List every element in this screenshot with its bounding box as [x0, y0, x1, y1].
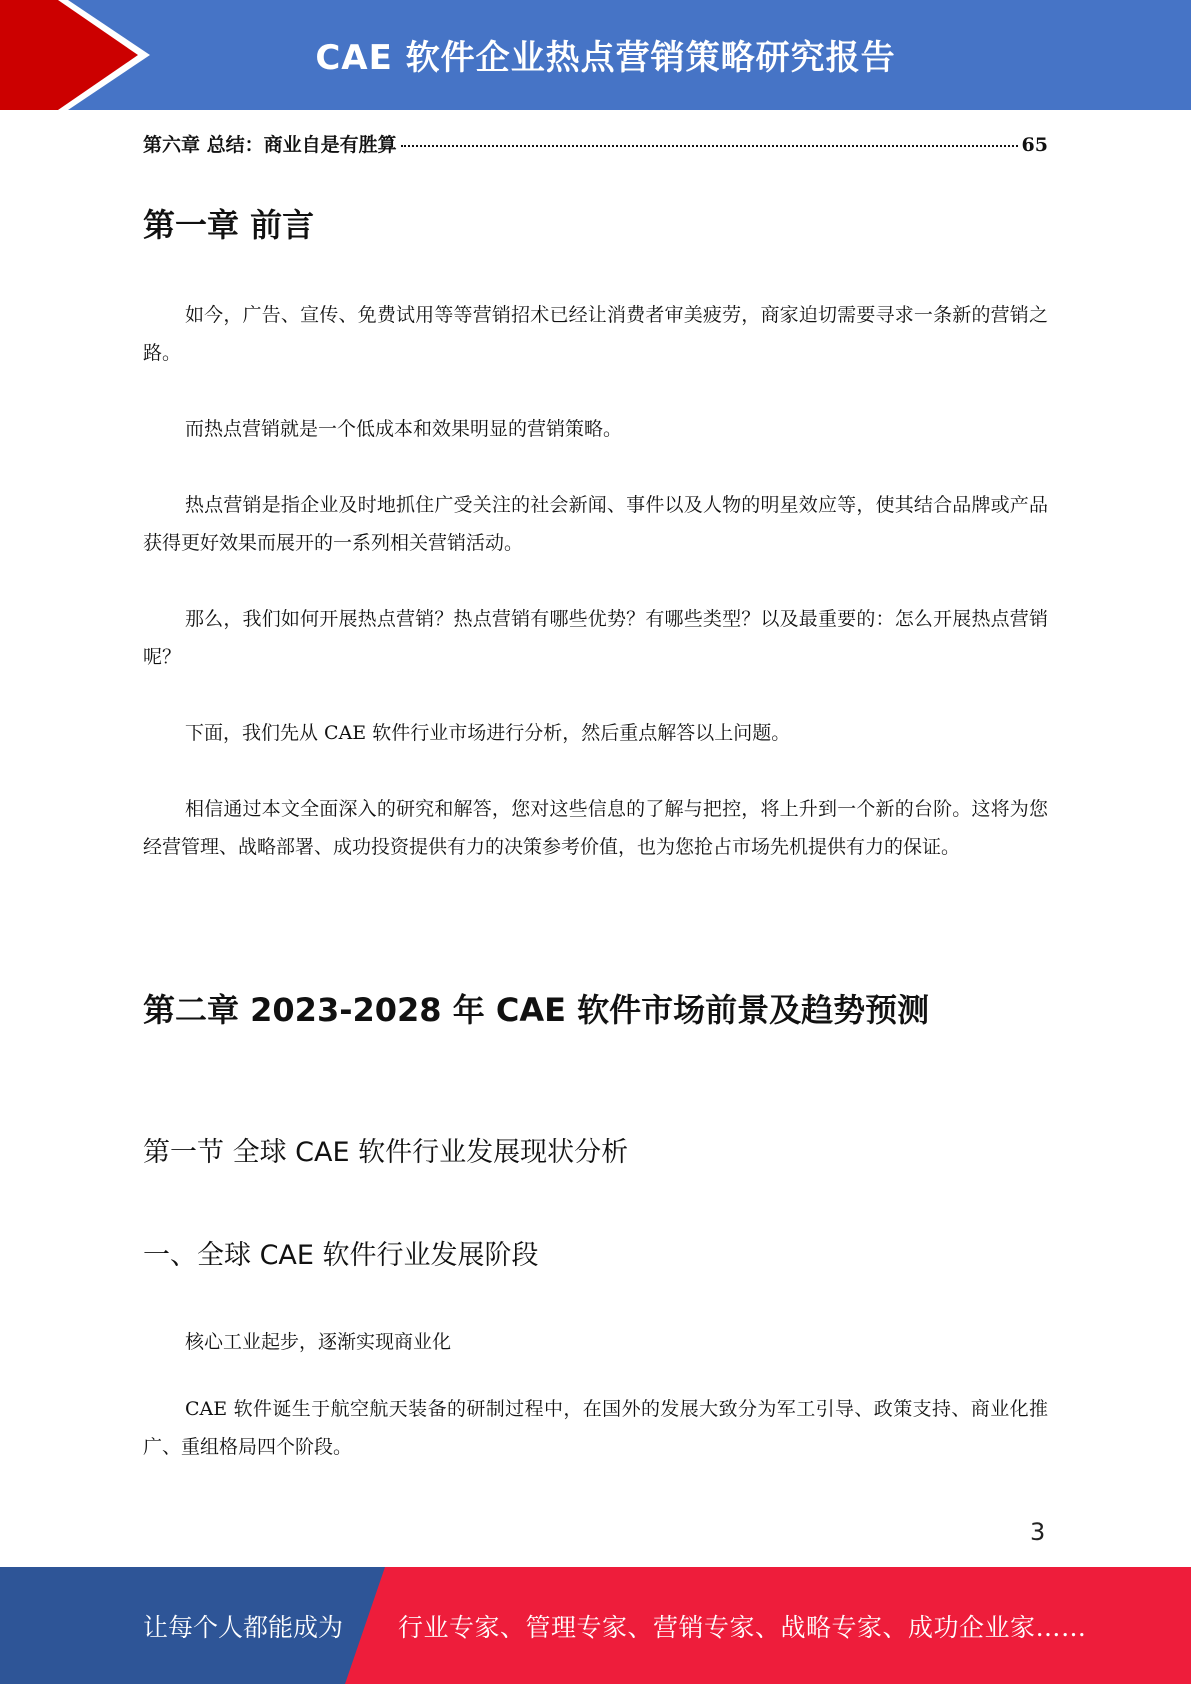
page-number: 3 [1030, 1518, 1046, 1546]
toc-entry-page: 65 [1021, 134, 1048, 156]
toc-entry-label: 第六章 总结：商业自是有胜算 [143, 134, 397, 156]
footer-slogan-right: 行业专家、管理专家、营销专家、战略专家、成功企业家…… [398, 1613, 1087, 1642]
paragraph: 而热点营销就是一个低成本和效果明显的营销策略。 [185, 418, 623, 440]
chapter-1-title: 第一章 前言 [143, 206, 315, 244]
chapter-2-title: 第二章 2023-2028 年 CAE 软件市场前景及趋势预测 [143, 991, 930, 1029]
paragraph: 那么，我们如何开展热点营销？热点营销有哪些优势？有哪些类型？以及最重要的：怎么开展热点营销呢？ [143, 608, 1048, 668]
footer-slogan-left: 让每个人都能成为 [143, 1613, 344, 1642]
section-title: 第一节 全球 CAE 软件行业发展现状分析 [143, 1137, 629, 1168]
paragraph: 热点营销是指企业及时地抓住广受关注的社会新闻、事件以及人物的明星效应等，使其结合品牌或产品获得更好效果而展开的一系列相关营销活动。 [143, 494, 1048, 554]
subsection-title: 一、全球 CAE 软件行业发展阶段 [143, 1240, 539, 1271]
page-footer [0, 1567, 1191, 1684]
paragraph: 核心工业起步，逐渐实现商业化 [185, 1331, 452, 1353]
toc-entry[interactable] [143, 130, 1048, 157]
toc-leader-dots [401, 145, 1018, 147]
page-header [0, 0, 1191, 110]
paragraph: 下面，我们先从 CAE 软件行业市场进行分析，然后重点解答以上问题。 [185, 722, 791, 744]
paragraph: 如今，广告、宣传、免费试用等等营销招术已经让消费者审美疲劳，商家迫切需要寻求一条新的营销之路。 [143, 304, 1048, 364]
paragraph: 相信通过本文全面深入的研究和解答，您对这些信息的了解与把控，将上升到一个新的台阶。这将为您经营管理、战略部署、成功投资提供有力的决策参考价值，也为您抢占市场先机提供有力的保证。 [143, 798, 1048, 858]
report-title: CAE 软件企业热点营销策略研究报告 [315, 38, 896, 78]
paragraph: CAE 软件诞生于航空航天装备的研制过程中，在国外的发展大致分为军工引导、政策支持、商业化推广、重组格局四个阶段。 [143, 1398, 1048, 1458]
